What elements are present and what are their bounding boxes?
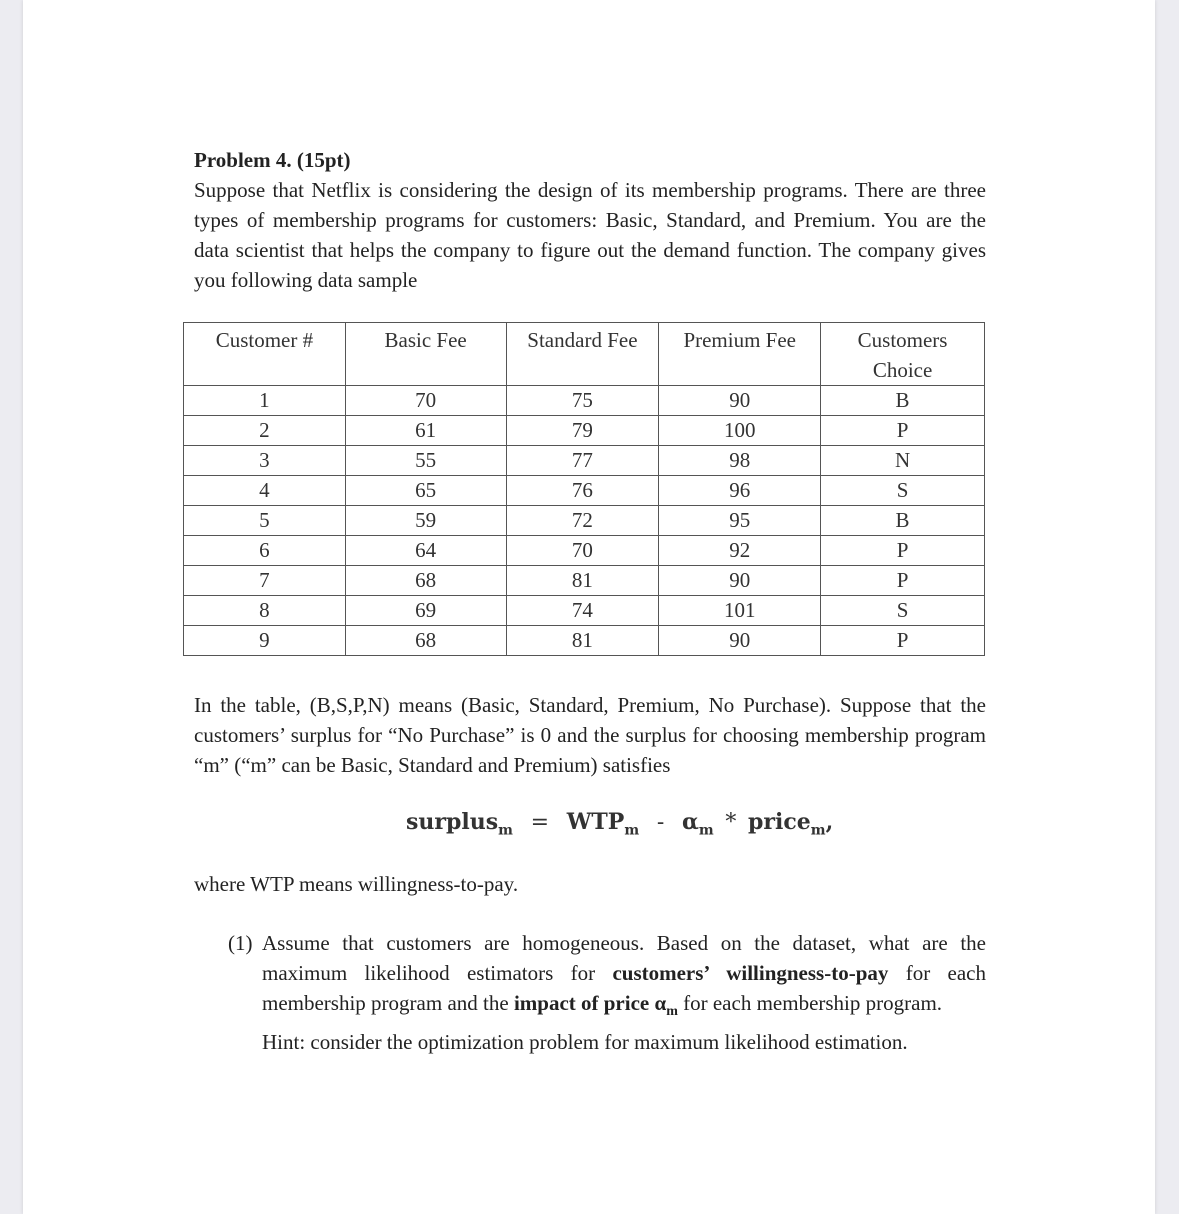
header-basic-fee: Basic Fee	[345, 323, 506, 386]
cell-choice: S	[821, 596, 985, 626]
formula-price: price	[748, 809, 811, 835]
table-row	[184, 566, 985, 596]
header-customers-choice: Customers Choice	[821, 323, 985, 386]
formula-minus: -	[656, 810, 665, 835]
table-row	[184, 596, 985, 626]
cell-standard-fee: 76	[506, 476, 659, 506]
document-page	[23, 0, 1155, 1214]
problem-section	[194, 145, 986, 295]
cell-customer: 2	[184, 416, 346, 446]
cell-premium-fee: 90	[659, 386, 821, 416]
cell-premium-fee: 98	[659, 446, 821, 476]
question-body: Assume that customers are homogeneous. Based on the dataset, what are the maximum likelihood estimators for customers’ willingness-to-pay for each membership program and the impact of price $\alpha_m$ for each membership program.	[262, 931, 987, 1020]
cell-choice: B	[821, 386, 985, 416]
formula-alpha: α	[681, 809, 699, 835]
table-row	[184, 536, 985, 566]
data-table	[183, 322, 985, 656]
table-row	[184, 476, 985, 506]
cell-customer: 9	[184, 626, 346, 656]
header-standard-fee: Standard Fee	[506, 323, 659, 386]
cell-customer: 7	[184, 566, 346, 596]
cell-basic-fee: 61	[345, 416, 506, 446]
cell-basic-fee: 59	[345, 506, 506, 536]
cell-basic-fee: 70	[345, 386, 506, 416]
cell-premium-fee: 100	[659, 416, 821, 446]
question-1	[228, 928, 986, 1057]
cell-choice: P	[821, 566, 985, 596]
formula-lhs: surplus	[406, 809, 499, 835]
cell-standard-fee: 72	[506, 506, 659, 536]
cell-premium-fee: 90	[659, 626, 821, 656]
cell-standard-fee: 77	[506, 446, 659, 476]
cell-choice: S	[821, 476, 985, 506]
cell-premium-fee: 95	[659, 506, 821, 536]
where-text: where WTP means willingness-to-pay.	[194, 872, 519, 896]
problem-intro: Suppose that Netflix is considering the design of its membership programs. There are three types of membership programs for customers: Basic, Standard, and Premium. You are the data scientist that helps the company to figure out the demand function. The company gives you following data sample	[194, 178, 986, 292]
cell-standard-fee: 75	[506, 386, 659, 416]
question-hint: Hint: consider the optimization problem for maximum likelihood estimation.	[262, 1030, 908, 1055]
bold-impact-of-price: impact of price α	[513, 991, 667, 1015]
cell-customer: 6	[184, 536, 346, 566]
surplus-formula: surplus$_m$ = $WTP_m - \alpha_m$ * price$_m$,	[406, 809, 834, 839]
cell-premium-fee: 92	[659, 536, 821, 566]
cell-basic-fee: 55	[345, 446, 506, 476]
cell-standard-fee: 81	[506, 566, 659, 596]
table-row	[184, 446, 985, 476]
cell-basic-fee: 68	[345, 566, 506, 596]
cell-basic-fee: 64	[345, 536, 506, 566]
cell-basic-fee: 69	[345, 596, 506, 626]
cell-premium-fee: 90	[659, 566, 821, 596]
header-customer: Customer #	[184, 323, 346, 386]
cell-choice: P	[821, 626, 985, 656]
question-number: (1)	[228, 931, 253, 955]
formula-wtp: WTP	[566, 809, 625, 835]
cell-basic-fee: 65	[345, 476, 506, 506]
problem-title: Problem 4. (15pt)	[194, 148, 351, 172]
cell-customer: 5	[184, 506, 346, 536]
cell-choice: B	[821, 506, 985, 536]
cell-basic-fee: 68	[345, 626, 506, 656]
table-row	[184, 386, 985, 416]
cell-standard-fee: 81	[506, 626, 659, 656]
header-premium-fee: Premium Fee	[659, 323, 821, 386]
table-row	[184, 626, 985, 656]
cell-standard-fee: 79	[506, 416, 659, 446]
cell-customer: 4	[184, 476, 346, 506]
cell-choice: N	[821, 446, 985, 476]
cell-customer: 3	[184, 446, 346, 476]
cell-standard-fee: 74	[506, 596, 659, 626]
cell-choice: P	[821, 416, 985, 446]
cell-premium-fee: 96	[659, 476, 821, 506]
cell-premium-fee: 101	[659, 596, 821, 626]
formula-equals: =	[530, 810, 550, 835]
table-row	[184, 506, 985, 536]
cell-customer: 1	[184, 386, 346, 416]
explanation-paragraph: In the table, (B,S,P,N) means (Basic, Standard, Premium, No Purchase). Suppose that the customers’ surplus for “No Purchase” is 0 and the surplus for choosing membership program “m” (“m” can be Basic, Standard and Premium) satisfies	[194, 693, 986, 777]
cell-choice: P	[821, 536, 985, 566]
cell-standard-fee: 70	[506, 536, 659, 566]
formula-times: *	[725, 810, 737, 835]
cell-customer: 8	[184, 596, 346, 626]
bold-wtp: customers’ willingness-to-pay	[612, 961, 889, 985]
table-row	[184, 416, 985, 446]
table-header-row	[184, 323, 985, 386]
